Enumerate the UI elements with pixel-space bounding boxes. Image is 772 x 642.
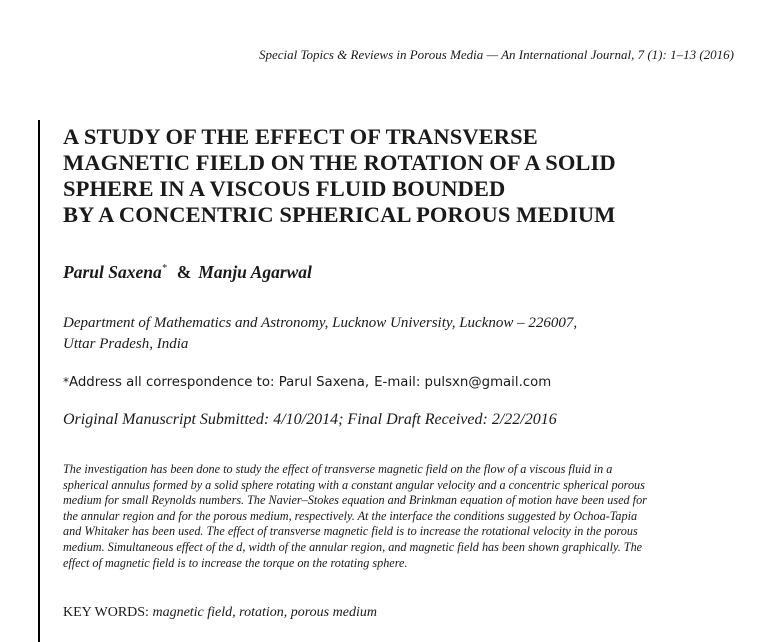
journal-citation: Special Topics & Reviews in Porous Media — An International Journal, 7 (1): 1–13 (2016) [258, 47, 734, 62]
paper-title [63, 124, 753, 228]
abstract-line: the annular region and for the porous medium, respectively. At the interface the conditions suggested by Ochoa-Tapia [63, 508, 638, 523]
keywords [63, 605, 377, 621]
abstract [63, 462, 723, 571]
affiliation-line: Uttar Pradesh, India [63, 336, 189, 352]
author-name: Parul Saxena [63, 262, 162, 282]
affiliation-line: Department of Mathematics and Astronomy, Lucknow University, Lucknow – 226007, [63, 315, 578, 331]
title-line: SPHERE IN A VISCOUS FLUID BOUNDED [63, 176, 506, 201]
keywords-label: KEY WORDS: [63, 605, 149, 620]
correspondence-mark: * [63, 375, 69, 389]
manuscript-dates: Original Manuscript Submitted: 4/10/2014; Final Draft Received: 2/22/2016 [63, 411, 557, 428]
abstract-line: and Whitaker has been used. The effect of transverse magnetic field is to increase the rotational velocity in the porous [63, 524, 638, 539]
keywords-values: magnetic field, rotation, porous medium [152, 605, 377, 620]
title-line: MAGNETIC FIELD ON THE ROTATION OF A SOLID [63, 150, 616, 175]
abstract-line: The investigation has been done to study the effect of transverse magnetic field on the flow of a viscous fluid in a [63, 462, 613, 476]
abstract-line: medium. Simultaneous effect of the d, width of the annular region, and magnetic field has been shown graphically. The [63, 539, 643, 554]
author-separator: & [176, 262, 192, 282]
left-margin-rule [38, 120, 40, 642]
corresponding-author-mark: * [161, 263, 167, 274]
abstract-line: effect of magnetic field is to increase the torque on the rotating sphere. [63, 555, 408, 570]
abstract-line: spherical annulus formed by a solid sphere rotating with a constant angular velocity and a concentric spherical porous [63, 477, 645, 492]
author-name: Manju Agarwal [198, 262, 312, 282]
title-line: BY A CONCENTRIC SPHERICAL POROUS MEDIUM [63, 202, 616, 227]
affiliation [63, 313, 577, 355]
correspondence-email: E-mail: pulsxn@gmail.com [374, 375, 552, 390]
author-list [63, 262, 312, 283]
abstract-line: medium for small Reynolds numbers. The Navier–Stokes equation and Brinkman equation of motion have been used for [63, 493, 647, 508]
correspondence-label: Address all correspondence to: Parul Saxena, [69, 375, 370, 390]
title-line: A STUDY OF THE EFFECT OF TRANSVERSE [63, 124, 538, 149]
correspondence-note [63, 375, 551, 390]
